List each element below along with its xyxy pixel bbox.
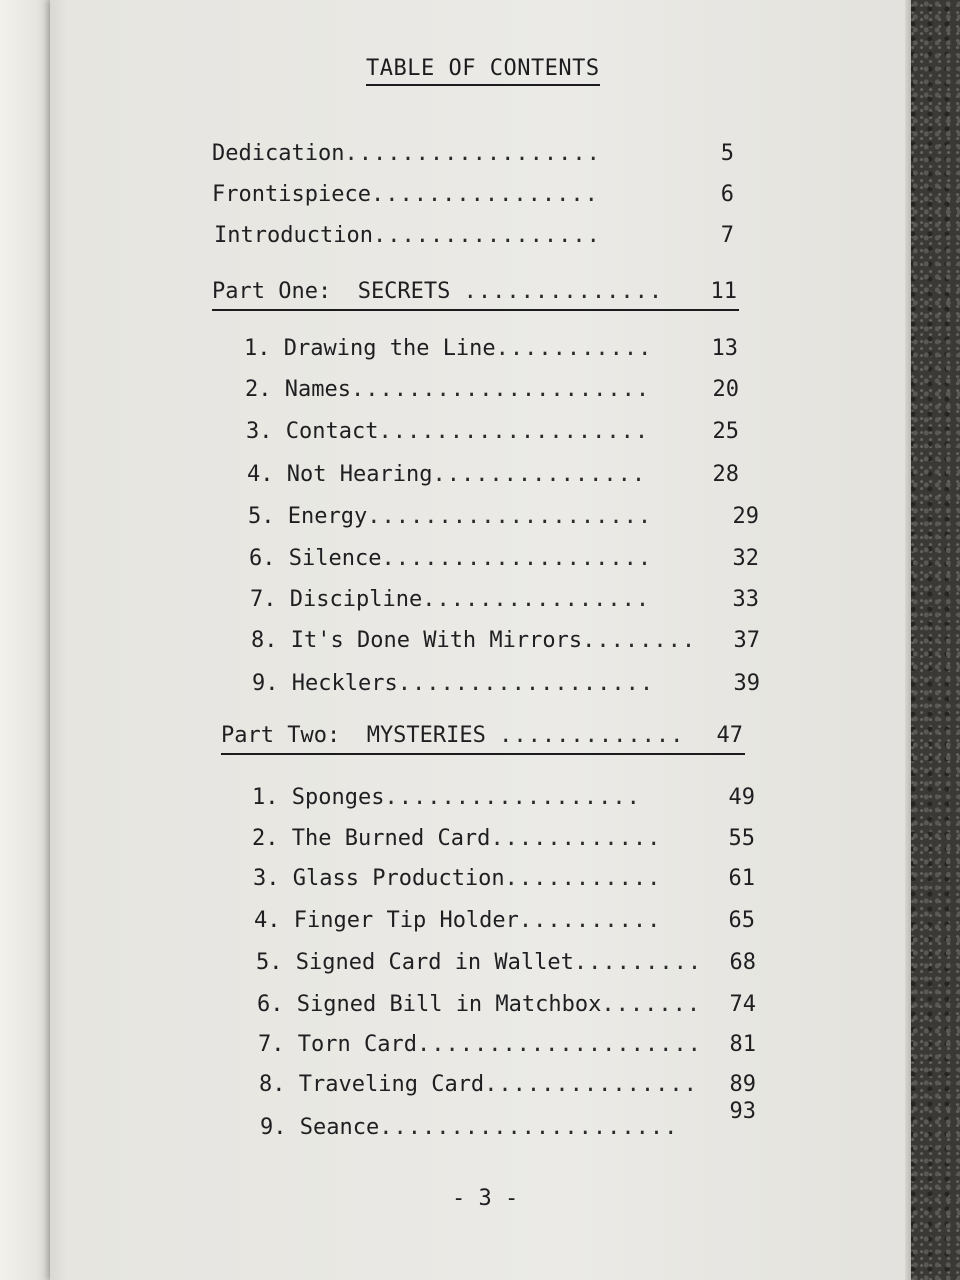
chapter-page: 20 [712, 377, 739, 402]
dot-leader: .................. [344, 141, 601, 166]
dot-leader: ........ [582, 628, 697, 653]
dot-leader: .................... [416, 1032, 702, 1057]
toc-chapter [254, 908, 755, 934]
chapter-number: 1. [252, 785, 279, 810]
toc-chapter [244, 336, 740, 362]
dot-leader: ............... [432, 462, 647, 487]
toc-entry-label: Introduction [214, 223, 373, 248]
chapter-label: Seance [299, 1115, 380, 1140]
chapter-page: 39 [733, 671, 760, 696]
chapter-page: 32 [732, 546, 759, 571]
chapter-page: 93 [729, 1099, 756, 1124]
dot-leader: .......... [518, 908, 662, 933]
dot-leader: ....... [601, 992, 702, 1017]
toc-entry-introduction [214, 223, 739, 249]
chapter-page: 55 [728, 826, 755, 851]
chapter-page: 25 [712, 419, 739, 444]
chapter-page: 65 [728, 908, 755, 933]
chapter-page: 33 [732, 587, 759, 612]
toc-entry-frontispiece [212, 182, 737, 208]
toc-entry-dedication [212, 141, 737, 167]
dot-leader: ................... [378, 419, 650, 444]
toc-chapter [248, 504, 759, 530]
dot-leader: ................ [370, 182, 599, 207]
toc-part-one [212, 279, 739, 311]
chapter-number: 7. [258, 1032, 285, 1057]
part-label: Part One: SECRETS [212, 279, 451, 304]
chapter-page: 13 [711, 336, 738, 361]
toc-chapter [252, 671, 760, 697]
dot-leader: .................... [367, 504, 653, 529]
book-spine-page [0, 0, 52, 1280]
chapter-page: 28 [712, 462, 739, 487]
dot-leader: ............. [499, 723, 685, 748]
chapter-page: 89 [729, 1072, 756, 1097]
toc-chapter [252, 785, 755, 811]
dot-leader: .................. [384, 785, 641, 810]
toc-chapter [260, 1099, 756, 1141]
chapter-number: 5. [248, 504, 275, 529]
toc-chapter [247, 462, 743, 488]
toc-entry-page: 6 [720, 182, 734, 207]
toc-part-two [221, 723, 745, 755]
chapter-label: Glass Production [292, 866, 505, 891]
chapter-label: Finger Tip Holder [293, 908, 519, 933]
chapter-page: 61 [728, 866, 755, 891]
chapter-label: Signed Card in Wallet [295, 950, 574, 975]
chapter-number: 4. [254, 908, 281, 933]
toc-entry-page: 5 [720, 141, 734, 166]
dot-leader: ......... [573, 950, 703, 975]
toc-entry-page: 7 [720, 223, 734, 248]
page-title: TABLE OF CONTENTS [366, 56, 600, 86]
dot-leader: ..................... [350, 377, 651, 402]
part-page: 47 [716, 723, 743, 748]
toc-chapter [257, 992, 756, 1018]
dot-leader: ........... [495, 336, 653, 361]
chapter-number: 3. [253, 866, 280, 891]
chapter-label: Not Hearing [286, 462, 433, 487]
chapter-label: Names [284, 377, 351, 402]
chapter-number: 1. [244, 336, 271, 361]
chapter-label: Signed Bill in Matchbox [296, 992, 602, 1017]
dot-leader: ............ [490, 826, 662, 851]
chapter-number: 7. [250, 587, 277, 612]
page-edge [905, 0, 911, 1280]
toc-chapter [245, 377, 741, 403]
dot-leader: .............. [463, 279, 664, 304]
part-label: Part Two: MYSTERIES [221, 723, 486, 748]
toc-chapter [250, 587, 759, 613]
chapter-page: 29 [732, 504, 759, 529]
chapter-number: 8. [259, 1072, 286, 1097]
chapter-number: 6. [257, 992, 284, 1017]
chapter-number: 8. [251, 628, 278, 653]
chapter-page: 49 [728, 785, 755, 810]
chapter-label: It's Done With Mirrors [290, 628, 583, 653]
dot-leader: ................ [372, 223, 601, 248]
toc-entry-label: Dedication [212, 141, 345, 166]
chapter-number: 9. [260, 1115, 287, 1140]
chapter-label: Energy [287, 504, 368, 529]
chapter-label: Drawing the Line [283, 336, 496, 361]
dot-leader: .................. [397, 671, 655, 696]
chapter-label: Traveling Card [298, 1072, 485, 1097]
chapter-label: The Burned Card [291, 826, 491, 851]
dot-leader: ............... [484, 1072, 698, 1097]
chapter-label: Hecklers [291, 671, 398, 696]
toc-chapter [258, 1032, 754, 1058]
toc-chapter [249, 546, 759, 572]
chapter-number: 2. [252, 826, 279, 851]
chapter-number: 5. [256, 950, 283, 975]
page-number: - 3 - [452, 1186, 519, 1211]
chapter-page: 74 [729, 992, 756, 1017]
toc-entry-label: Frontispiece [212, 182, 371, 207]
toc-chapter [253, 866, 755, 892]
chapter-number: 4. [247, 462, 274, 487]
chapter-page: 37 [733, 628, 760, 653]
dot-leader: ..................... [379, 1115, 679, 1140]
chapter-number: 3. [246, 419, 273, 444]
chapter-label: Silence [288, 546, 382, 571]
chapter-number: 2. [245, 377, 272, 402]
chapter-number: 9. [252, 671, 279, 696]
toc-chapter [259, 1072, 755, 1098]
chapter-label: Discipline [289, 587, 423, 612]
toc-chapter [251, 628, 760, 654]
dot-leader: ................... [381, 546, 653, 571]
chapter-page: 81 [729, 1032, 756, 1057]
chapter-number: 6. [249, 546, 276, 571]
part-page: 11 [710, 279, 737, 304]
chapter-label: Contact [285, 419, 379, 444]
dot-leader: ................ [422, 587, 651, 612]
chapter-label: Sponges [291, 785, 385, 810]
chapter-page: 68 [729, 950, 756, 975]
chapter-label: Torn Card [297, 1032, 417, 1057]
toc-chapter [256, 950, 756, 976]
toc-chapter [246, 419, 742, 445]
dot-leader: ........... [504, 866, 662, 891]
toc-chapter [252, 826, 755, 852]
